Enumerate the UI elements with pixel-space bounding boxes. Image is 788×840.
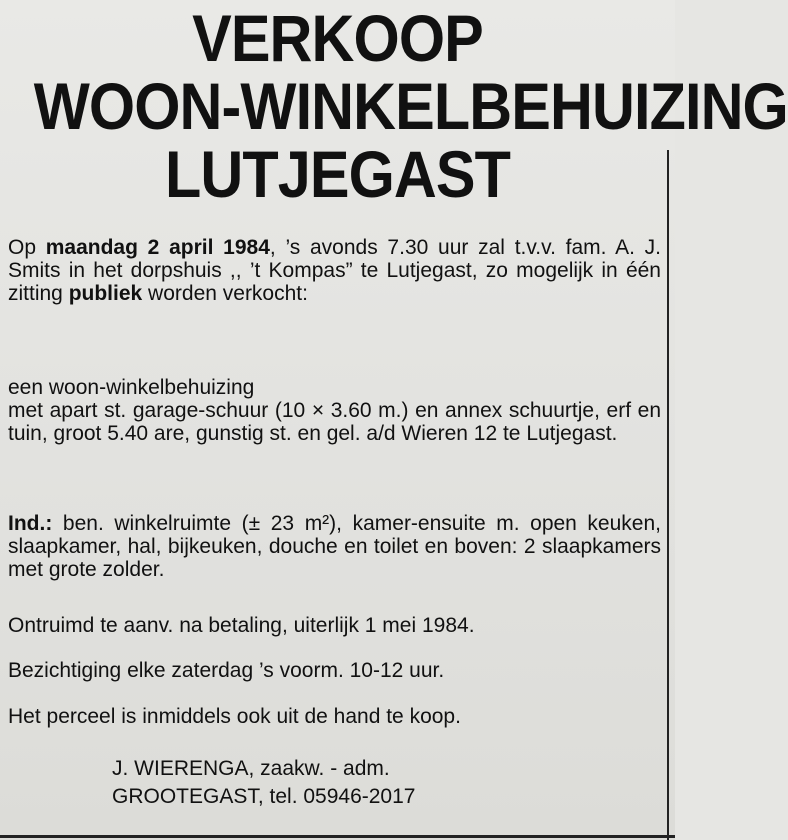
layout-label: Ind.: [8,512,53,535]
signature-name: J. WIERENGA, zaakw. - adm. [112,757,390,780]
paragraph-text: worden verkocht: [142,282,308,305]
headline-line-1: VERKOOP [192,1,483,75]
property-type: een woon-winkelbehuizing [8,376,255,399]
paragraph-text: , ’s avonds 7.30 uur zal t.v.v. fam. A. J. Smits in het dorpshuis ,, ’t Kompas” te Lutjegast, zo mogelijk in één zitting [8,236,661,305]
sale-date: maandag 2 april 1984 [45,236,270,259]
public-emphasis: publiek [68,282,143,305]
vacancy-paragraph: Ontruimd te aanv. na betaling, uiterlijk 1 mei 1984. [8,614,475,637]
private-sale-paragraph: Het perceel is inmiddels ook uit de hand te koop. [8,705,461,728]
headline-line-3: LUTJEGAST [164,137,511,211]
viewing-paragraph: Bezichtiging elke zaterdag ’s voorm. 10-12 uur. [8,659,445,682]
signature-contact: GROOTEGAST, tel. 05946-2017 [112,785,416,808]
paragraph-text: Op [8,236,46,259]
sale-announcement-paragraph [8,236,661,305]
border-bottom [0,835,675,838]
headline [0,0,788,211]
property-details: met apart st. garage-schuur (10 × 3.60 m.) en annex schuurtje, erf en tuin, groot 5.40 are, gunstig st. en gel. a/d Wieren 12 te Lutjegast. [8,399,661,445]
layout-paragraph [8,512,661,581]
border-right [667,150,669,840]
headline-line-2: WOON-WINKELBEHUIZING [33,69,788,143]
layout-text: ben. winkelruimte (± 23 m²), kamer-ensuite m. open keuken, slaapkamer, hal, bijkeuken, douche en toilet en boven: 2 slaapkamers met grote zolder. [8,512,661,581]
property-description-paragraph [8,376,661,445]
